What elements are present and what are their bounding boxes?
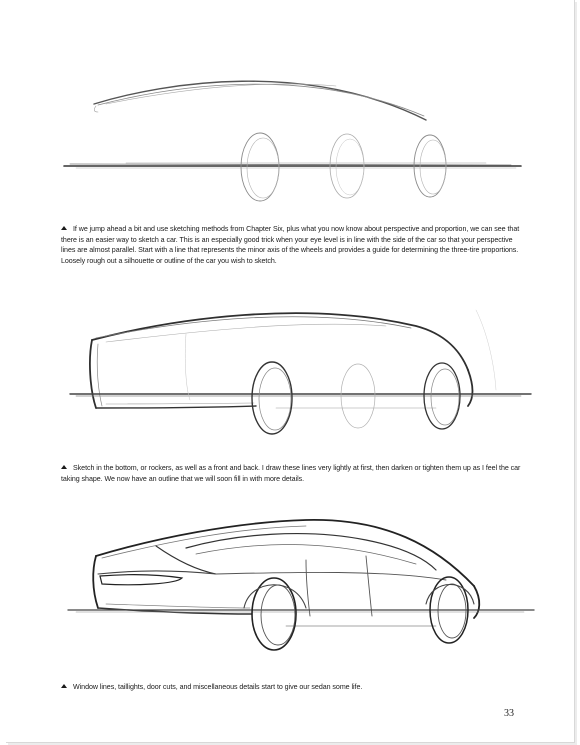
page-number: 33: [504, 708, 514, 719]
caption-step-3-text: Window lines, taillights, door cuts, and miscellaneous details start to give our sedan some life.: [73, 683, 363, 691]
caption-step-1: [61, 224, 521, 266]
triangle-bullet-icon: [61, 684, 67, 688]
caption-step-1-text: If we jump ahead a bit and use sketching methods from Chapter Six, plus what you now know about perspective and proportion, we can see that there is an easier way to sketch a car. This is an especially good trick when your eye level is in line with the side of the car so that your perspective lines are almost parallel. Start with a line that represents the minor axis of the wheels and provides a guide for determining the three-tire proportions. Loosely rough out a silhouette or outline of the car you wish to sketch.: [61, 225, 520, 265]
triangle-bullet-icon: [61, 465, 67, 469]
car-sketch-step-3: [6, 500, 574, 670]
car-sketch-step-1: [6, 60, 574, 210]
caption-step-3: [61, 682, 521, 693]
book-page: [6, 0, 575, 743]
caption-step-2-text: Sketch in the bottom, or rockers, as well as a front and back. I draw these lines very lightly at first, then darken or tighten them up as I feel the car taking shape. We now have an outline that we will soon fill in with more details.: [61, 464, 521, 483]
car-sketch-step-2: [6, 290, 574, 450]
caption-step-2: [61, 463, 521, 484]
triangle-bullet-icon: [61, 226, 67, 230]
